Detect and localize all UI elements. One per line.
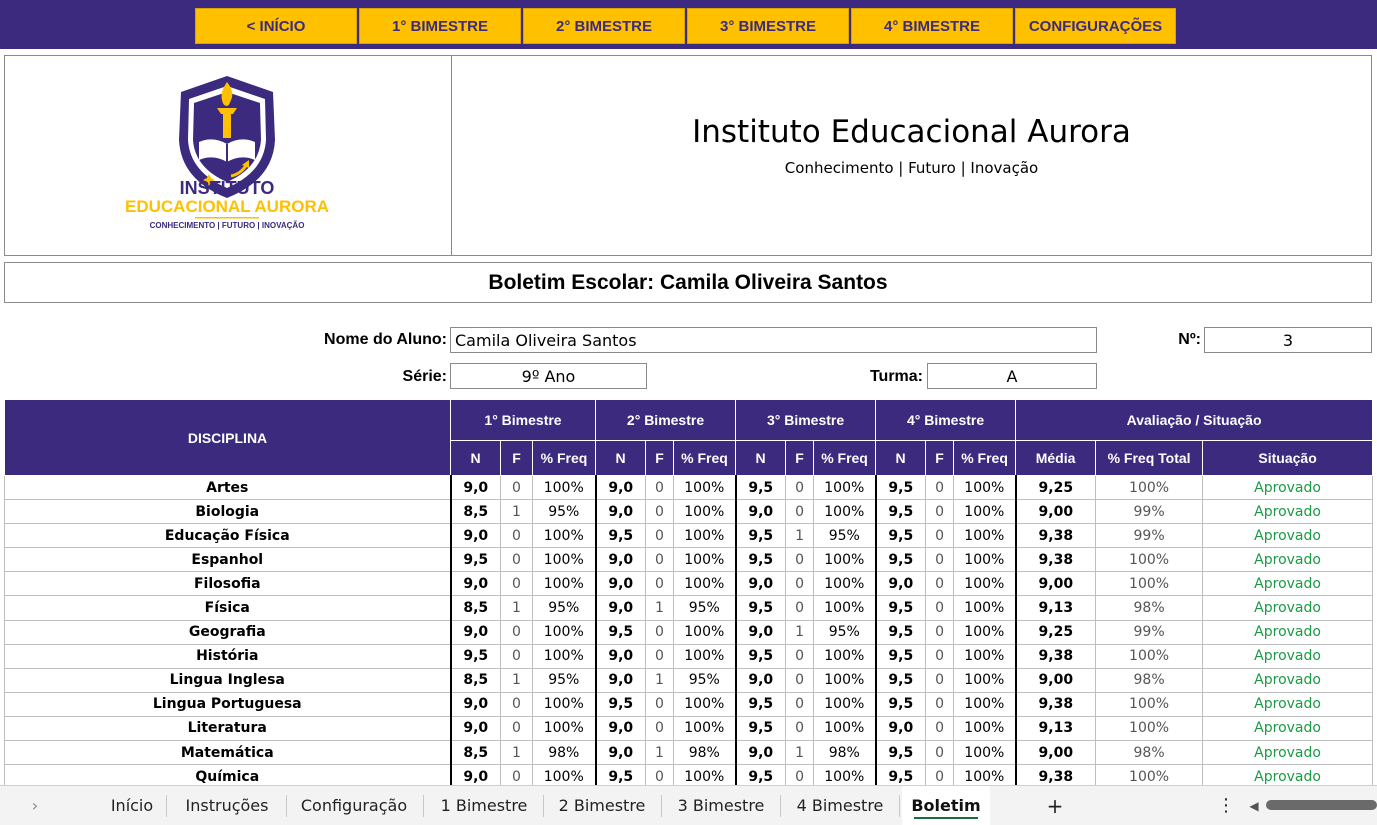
sheet-nav-arrow-icon[interactable]: › [31, 796, 39, 815]
discipline-cell[interactable]: Literatura [5, 716, 451, 740]
grade-cell[interactable]: 9,5 [596, 692, 646, 716]
absence-cell[interactable]: 0 [926, 620, 954, 644]
frequency-cell[interactable]: 100% [814, 765, 876, 789]
grade-cell[interactable]: 9,0 [596, 596, 646, 620]
discipline-cell[interactable]: Artes [5, 476, 451, 500]
sheet-tab[interactable]: 4 Bimestre [796, 796, 884, 815]
student-number-field[interactable]: 3 [1204, 327, 1372, 353]
grade-cell[interactable]: 9,0 [736, 572, 786, 596]
discipline-cell[interactable]: Matemática [5, 741, 451, 765]
status-cell[interactable]: Aprovado [1203, 765, 1373, 789]
subheader-freq: % Freq [533, 441, 596, 476]
discipline-cell[interactable]: Lingua Portuguesa [5, 692, 451, 716]
frequency-cell[interactable]: 100% [954, 572, 1016, 596]
absence-cell[interactable]: 0 [501, 620, 533, 644]
frequency-cell[interactable]: 100% [954, 692, 1016, 716]
absence-cell[interactable]: 0 [926, 596, 954, 620]
absence-cell[interactable]: 0 [501, 572, 533, 596]
sheet-tab[interactable]: 3 Bimestre [677, 796, 765, 815]
frequency-cell[interactable]: 100% [814, 548, 876, 572]
status-cell[interactable]: Aprovado [1203, 716, 1373, 740]
table-row [5, 500, 1373, 524]
grade-cell[interactable]: 9,0 [451, 765, 501, 789]
discipline-cell[interactable]: Geografia [5, 620, 451, 644]
status-cell[interactable]: Aprovado [1203, 500, 1373, 524]
absence-cell[interactable]: 0 [786, 500, 814, 524]
frequency-cell[interactable]: 100% [954, 548, 1016, 572]
frequency-cell[interactable]: 95% [533, 668, 596, 692]
sheet-tabs-bar [0, 785, 1377, 825]
student-grade-label: Série: [402, 368, 447, 385]
grade-cell[interactable]: 9,5 [736, 716, 786, 740]
frequency-cell[interactable]: 95% [674, 668, 736, 692]
table-row [5, 572, 1373, 596]
subheader-media: Média [1016, 441, 1096, 476]
frequency-cell[interactable]: 98% [674, 741, 736, 765]
grade-cell[interactable]: 9,5 [451, 548, 501, 572]
student-number-label: Nº: [1178, 331, 1201, 348]
grade-cell[interactable]: 9,5 [736, 644, 786, 668]
frequency-cell[interactable]: 100% [674, 572, 736, 596]
absence-cell[interactable]: 0 [501, 765, 533, 789]
more-options-icon[interactable]: ⋮ [1217, 795, 1235, 816]
absence-cell[interactable]: 0 [501, 644, 533, 668]
header-divider [451, 56, 452, 255]
frequency-cell[interactable]: 100% [954, 716, 1016, 740]
table-row [5, 741, 1373, 765]
total-frequency-cell[interactable]: 100% [1096, 644, 1203, 668]
subheader-f: F [646, 441, 674, 476]
grade-cell[interactable]: 9,5 [876, 644, 926, 668]
frequency-cell[interactable]: 95% [674, 596, 736, 620]
grade-cell[interactable]: 8,5 [451, 741, 501, 765]
status-cell[interactable]: Aprovado [1203, 476, 1373, 500]
absence-cell[interactable]: 0 [646, 716, 674, 740]
grade-cell[interactable]: 9,5 [876, 741, 926, 765]
absence-cell[interactable]: 1 [786, 741, 814, 765]
tab-separator [899, 795, 900, 817]
status-cell[interactable]: Aprovado [1203, 572, 1373, 596]
grade-cell[interactable]: 9,5 [876, 668, 926, 692]
subheader-f: F [501, 441, 533, 476]
discipline-cell[interactable]: Química [5, 765, 451, 789]
subheader-situacao: Situação [1203, 441, 1373, 476]
average-cell[interactable]: 9,13 [1016, 716, 1096, 740]
absence-cell[interactable]: 0 [786, 716, 814, 740]
table-row [5, 476, 1373, 500]
frequency-cell[interactable]: 100% [674, 765, 736, 789]
grades-body [5, 476, 1373, 789]
grade-cell[interactable]: 9,5 [736, 476, 786, 500]
student-class-label: Turma: [869, 368, 923, 385]
status-cell[interactable]: Aprovado [1203, 644, 1373, 668]
absence-cell[interactable]: 0 [646, 765, 674, 789]
grade-cell[interactable]: 9,5 [876, 620, 926, 644]
status-cell[interactable]: Aprovado [1203, 548, 1373, 572]
scroll-left-icon[interactable]: ◀ [1249, 798, 1259, 813]
average-cell[interactable]: 9,38 [1016, 524, 1096, 548]
frequency-cell[interactable]: 100% [674, 716, 736, 740]
frequency-cell[interactable]: 100% [814, 668, 876, 692]
absence-cell[interactable]: 0 [786, 548, 814, 572]
status-cell[interactable]: Aprovado [1203, 620, 1373, 644]
frequency-cell[interactable]: 100% [814, 572, 876, 596]
table-row [5, 596, 1373, 620]
absence-cell[interactable]: 0 [926, 668, 954, 692]
absence-cell[interactable]: 0 [646, 644, 674, 668]
absence-cell[interactable]: 0 [646, 548, 674, 572]
tab-separator [166, 795, 167, 817]
subheader-freq: % Freq [814, 441, 876, 476]
average-cell[interactable]: 9,00 [1016, 500, 1096, 524]
nav-configuracoes-button[interactable]: CONFIGURAÇÕES [1015, 8, 1176, 44]
grade-cell[interactable]: 9,5 [596, 765, 646, 789]
grade-cell[interactable]: 9,5 [736, 596, 786, 620]
student-class-field[interactable]: A [927, 363, 1097, 389]
total-frequency-cell[interactable]: 98% [1096, 741, 1203, 765]
frequency-cell[interactable]: 100% [533, 716, 596, 740]
grade-cell[interactable]: 9,0 [596, 644, 646, 668]
report-title: Boletim Escolar: Camila Oliveira Santos [4, 262, 1372, 303]
average-cell[interactable]: 9,38 [1016, 548, 1096, 572]
institution-name: Instituto Educacional Aurora [692, 114, 1131, 150]
total-frequency-cell[interactable]: 99% [1096, 620, 1203, 644]
frequency-cell[interactable]: 100% [954, 524, 1016, 548]
absence-cell[interactable]: 0 [786, 692, 814, 716]
frequency-cell[interactable]: 100% [674, 620, 736, 644]
absence-cell[interactable]: 0 [646, 524, 674, 548]
frequency-cell[interactable]: 98% [533, 741, 596, 765]
average-cell[interactable]: 9,00 [1016, 572, 1096, 596]
absence-cell[interactable]: 1 [646, 741, 674, 765]
frequency-cell[interactable]: 100% [533, 548, 596, 572]
grade-cell[interactable]: 9,5 [876, 596, 926, 620]
grade-cell[interactable]: 9,0 [451, 716, 501, 740]
status-cell[interactable]: Aprovado [1203, 596, 1373, 620]
student-name-field[interactable]: Camila Oliveira Santos [450, 327, 1097, 353]
student-grade-field[interactable]: 9º Ano [450, 363, 647, 389]
grade-cell[interactable]: 8,5 [451, 500, 501, 524]
sheet-tab[interactable]: Início [110, 796, 154, 815]
absence-cell[interactable]: 1 [501, 668, 533, 692]
frequency-cell[interactable]: 100% [533, 644, 596, 668]
evaluation-header: Avaliação / Situação [1016, 400, 1373, 441]
frequency-cell[interactable]: 100% [954, 620, 1016, 644]
average-cell[interactable]: 9,38 [1016, 644, 1096, 668]
absence-cell[interactable]: 0 [926, 548, 954, 572]
absence-cell[interactable]: 0 [786, 765, 814, 789]
nav-bimestre-2-button[interactable]: 2° BIMESTRE [523, 8, 685, 44]
status-cell[interactable]: Aprovado [1203, 741, 1373, 765]
frequency-cell[interactable]: 100% [954, 644, 1016, 668]
absence-cell[interactable]: 0 [646, 620, 674, 644]
grade-cell[interactable]: 9,0 [736, 741, 786, 765]
frequency-cell[interactable]: 100% [674, 644, 736, 668]
subheader-n: N [596, 441, 646, 476]
absence-cell[interactable]: 0 [926, 644, 954, 668]
student-name-label: Nome do Aluno: [324, 331, 447, 348]
grade-cell[interactable]: 9,0 [596, 741, 646, 765]
subheader-n: N [736, 441, 786, 476]
absence-cell[interactable]: 0 [926, 572, 954, 596]
bimester-1-header: 1° Bimestre [451, 400, 596, 441]
logo-line2: EDUCACIONAL AURORA [125, 197, 329, 216]
total-frequency-cell[interactable]: 98% [1096, 596, 1203, 620]
frequency-cell[interactable]: 100% [954, 476, 1016, 500]
sheet-tab[interactable]: Configuração [300, 796, 408, 815]
discipline-cell[interactable]: Filosofia [5, 572, 451, 596]
grade-cell[interactable]: 9,0 [736, 620, 786, 644]
absence-cell[interactable]: 0 [786, 668, 814, 692]
table-row [5, 668, 1373, 692]
absence-cell[interactable]: 0 [786, 644, 814, 668]
sheet-tab[interactable]: Boletim [902, 786, 990, 825]
absence-cell[interactable]: 0 [501, 692, 533, 716]
average-cell[interactable]: 9,38 [1016, 692, 1096, 716]
frequency-cell[interactable]: 95% [533, 500, 596, 524]
table-row [5, 644, 1373, 668]
grade-cell[interactable]: 9,0 [596, 548, 646, 572]
frequency-cell[interactable]: 100% [954, 668, 1016, 692]
sheet-tab[interactable]: Instruções [185, 796, 269, 815]
grade-cell[interactable]: 9,0 [451, 692, 501, 716]
frequency-cell[interactable]: 100% [674, 524, 736, 548]
frequency-cell[interactable]: 100% [533, 692, 596, 716]
subheader-freq: % Freq [674, 441, 736, 476]
tab-separator [423, 795, 424, 817]
absence-cell[interactable]: 0 [786, 596, 814, 620]
average-cell[interactable]: 9,25 [1016, 620, 1096, 644]
grade-cell[interactable]: 8,5 [451, 668, 501, 692]
grade-cell[interactable]: 9,5 [736, 548, 786, 572]
grade-cell[interactable]: 9,0 [596, 668, 646, 692]
discipline-cell[interactable]: Física [5, 596, 451, 620]
frequency-cell[interactable]: 100% [533, 572, 596, 596]
discipline-cell[interactable]: Biologia [5, 500, 451, 524]
frequency-cell[interactable]: 100% [954, 596, 1016, 620]
absence-cell[interactable]: 0 [926, 765, 954, 789]
subheader-freq-total: % Freq Total [1096, 441, 1203, 476]
discipline-cell[interactable]: História [5, 644, 451, 668]
absence-cell[interactable]: 1 [501, 500, 533, 524]
grade-cell[interactable]: 9,0 [596, 572, 646, 596]
absence-cell[interactable]: 0 [646, 476, 674, 500]
grade-cell[interactable]: 9,5 [596, 524, 646, 548]
table-row [5, 548, 1373, 572]
table-row [5, 716, 1373, 740]
absence-cell[interactable]: 0 [926, 500, 954, 524]
grade-cell[interactable]: 9,5 [736, 692, 786, 716]
absence-cell[interactable]: 0 [501, 476, 533, 500]
institution-motto: Conhecimento | Futuro | Inovação [784, 159, 1039, 177]
absence-cell[interactable]: 1 [501, 741, 533, 765]
average-cell[interactable]: 9,25 [1016, 476, 1096, 500]
grade-cell[interactable]: 9,0 [596, 476, 646, 500]
nav-bimestre-1-button[interactable]: 1° BIMESTRE [359, 8, 521, 44]
absence-cell[interactable]: 0 [926, 524, 954, 548]
total-frequency-cell[interactable]: 100% [1096, 476, 1203, 500]
discipline-cell[interactable]: Lingua Inglesa [5, 668, 451, 692]
grade-cell[interactable]: 8,5 [451, 596, 501, 620]
tab-separator [780, 795, 781, 817]
total-frequency-cell[interactable]: 100% [1096, 692, 1203, 716]
frequency-cell[interactable]: 100% [533, 765, 596, 789]
absence-cell[interactable]: 0 [926, 692, 954, 716]
frequency-cell[interactable]: 100% [954, 741, 1016, 765]
average-cell[interactable]: 9,13 [1016, 596, 1096, 620]
bimester-4-header: 4° Bimestre [876, 400, 1016, 441]
average-cell[interactable]: 9,00 [1016, 668, 1096, 692]
grade-cell[interactable]: 9,0 [451, 476, 501, 500]
grade-cell[interactable]: 9,0 [736, 668, 786, 692]
grade-cell[interactable]: 9,0 [451, 572, 501, 596]
frequency-cell[interactable]: 100% [814, 500, 876, 524]
frequency-cell[interactable]: 100% [954, 500, 1016, 524]
total-frequency-cell[interactable]: 100% [1096, 548, 1203, 572]
grade-cell[interactable]: 9,5 [876, 765, 926, 789]
absence-cell[interactable]: 0 [786, 476, 814, 500]
absence-cell[interactable]: 0 [786, 572, 814, 596]
frequency-cell[interactable]: 100% [814, 716, 876, 740]
grade-cell[interactable]: 9,5 [876, 476, 926, 500]
absence-cell[interactable]: 0 [926, 476, 954, 500]
subheader-f: F [926, 441, 954, 476]
sheet-tab[interactable]: 1 Bimestre [440, 796, 528, 815]
grade-cell[interactable]: 9,0 [876, 572, 926, 596]
total-frequency-cell[interactable]: 99% [1096, 524, 1203, 548]
frequency-cell[interactable]: 95% [814, 524, 876, 548]
status-cell[interactable]: Aprovado [1203, 668, 1373, 692]
top-navigation-band [0, 0, 1377, 49]
subheader-f: F [786, 441, 814, 476]
absence-cell[interactable]: 1 [646, 668, 674, 692]
subheader-freq: % Freq [954, 441, 1016, 476]
absence-cell[interactable]: 0 [646, 572, 674, 596]
frequency-cell[interactable]: 100% [814, 692, 876, 716]
frequency-cell[interactable]: 100% [814, 476, 876, 500]
tab-separator [661, 795, 662, 817]
grade-cell[interactable]: 9,0 [876, 716, 926, 740]
table-row [5, 692, 1373, 716]
subheader-n: N [451, 441, 501, 476]
bimester-3-header: 3° Bimestre [736, 400, 876, 441]
grade-cell[interactable]: 9,0 [451, 620, 501, 644]
frequency-cell[interactable]: 100% [674, 692, 736, 716]
frequency-cell[interactable]: 95% [814, 620, 876, 644]
bimester-2-header: 2° Bimestre [596, 400, 736, 441]
table-row [5, 620, 1373, 644]
grade-cell[interactable]: 9,0 [736, 500, 786, 524]
grade-cell[interactable]: 9,5 [876, 500, 926, 524]
grades-table [4, 399, 1373, 789]
absence-cell[interactable]: 0 [646, 692, 674, 716]
absence-cell[interactable]: 0 [926, 716, 954, 740]
school-logo [115, 62, 339, 248]
subheader-n: N [876, 441, 926, 476]
logo-tagline: CONHECIMENTO | FUTURO | INOVAÇÃO [149, 221, 305, 230]
absence-cell[interactable]: 0 [501, 524, 533, 548]
total-frequency-cell[interactable]: 100% [1096, 716, 1203, 740]
grade-cell[interactable]: 9,5 [451, 644, 501, 668]
total-frequency-cell[interactable]: 100% [1096, 572, 1203, 596]
frequency-cell[interactable]: 100% [533, 524, 596, 548]
frequency-cell[interactable]: 100% [533, 620, 596, 644]
frequency-cell[interactable]: 100% [814, 644, 876, 668]
grade-cell[interactable]: 9,5 [736, 765, 786, 789]
logo-line1: INSTITUTO [179, 178, 275, 198]
absence-cell[interactable]: 1 [786, 620, 814, 644]
average-cell[interactable]: 9,38 [1016, 765, 1096, 789]
absence-cell[interactable]: 0 [501, 716, 533, 740]
horizontal-scrollbar[interactable] [1266, 800, 1377, 810]
frequency-cell[interactable]: 100% [674, 548, 736, 572]
discipline-header: DISCIPLINA [5, 400, 451, 476]
sheet-tab[interactable]: 2 Bimestre [558, 796, 646, 815]
frequency-cell[interactable]: 98% [814, 741, 876, 765]
total-frequency-cell[interactable]: 99% [1096, 500, 1203, 524]
absence-cell[interactable]: 1 [646, 596, 674, 620]
frequency-cell[interactable]: 100% [954, 765, 1016, 789]
nav-inicio-button[interactable]: < INÍCIO [195, 8, 357, 44]
total-frequency-cell[interactable]: 100% [1096, 765, 1203, 789]
absence-cell[interactable]: 0 [646, 500, 674, 524]
absence-cell[interactable]: 0 [926, 741, 954, 765]
absence-cell[interactable]: 1 [501, 596, 533, 620]
table-row [5, 524, 1373, 548]
status-cell[interactable]: Aprovado [1203, 524, 1373, 548]
discipline-cell[interactable]: Espanhol [5, 548, 451, 572]
absence-cell[interactable]: 0 [501, 548, 533, 572]
frequency-cell[interactable]: 100% [674, 500, 736, 524]
grade-cell[interactable]: 9,0 [596, 500, 646, 524]
grade-cell[interactable]: 9,0 [451, 524, 501, 548]
frequency-cell[interactable]: 95% [533, 596, 596, 620]
nav-bimestre-3-button[interactable]: 3° BIMESTRE [687, 8, 849, 44]
add-sheet-button[interactable]: + [1046, 793, 1064, 818]
total-frequency-cell[interactable]: 98% [1096, 668, 1203, 692]
grade-cell[interactable]: 9,5 [876, 692, 926, 716]
discipline-cell[interactable]: Educação Física [5, 524, 451, 548]
status-cell[interactable]: Aprovado [1203, 692, 1373, 716]
grade-cell[interactable]: 9,5 [596, 620, 646, 644]
grade-cell[interactable]: 9,0 [596, 716, 646, 740]
absence-cell[interactable]: 1 [786, 524, 814, 548]
grade-cell[interactable]: 9,5 [736, 524, 786, 548]
nav-bimestre-4-button[interactable]: 4° BIMESTRE [851, 8, 1013, 44]
tab-separator [543, 795, 544, 817]
grade-cell[interactable]: 9,5 [876, 524, 926, 548]
average-cell[interactable]: 9,00 [1016, 741, 1096, 765]
frequency-cell[interactable]: 100% [674, 476, 736, 500]
frequency-cell[interactable]: 100% [814, 596, 876, 620]
grade-cell[interactable]: 9,5 [876, 548, 926, 572]
school-header [4, 55, 1372, 256]
frequency-cell[interactable]: 100% [533, 476, 596, 500]
